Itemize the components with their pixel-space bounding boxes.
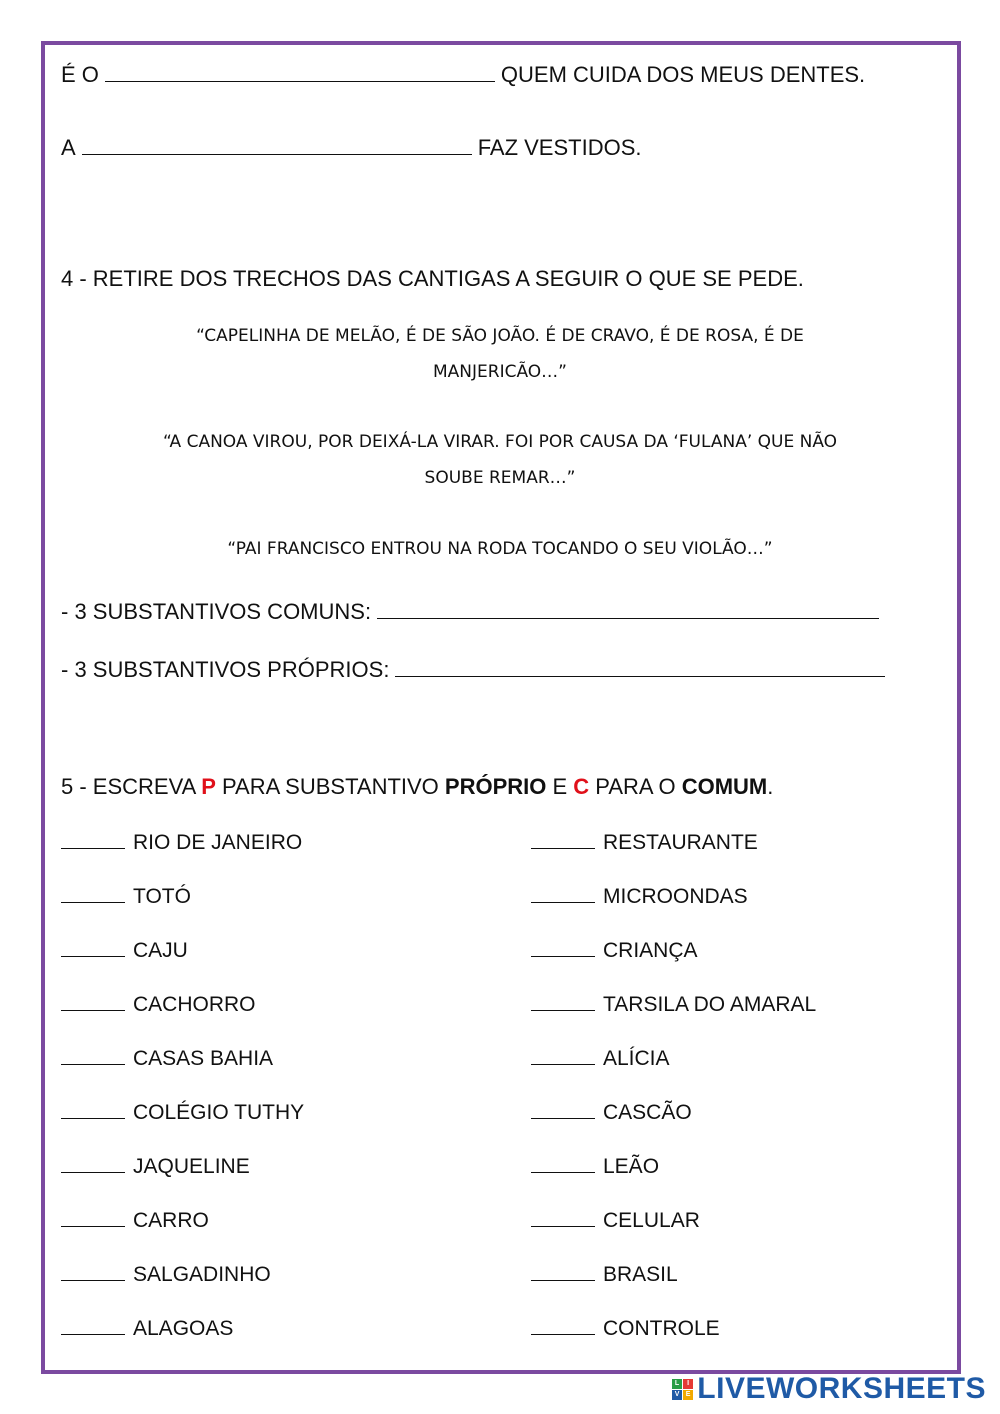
q5-letter-p: P [201,774,216,799]
answer-blank[interactable] [531,1171,595,1173]
item-label: CAJU [133,939,188,962]
answer-blank[interactable] [531,1117,595,1119]
answer-blank[interactable] [61,847,125,849]
list-item-right-9 [531,1263,678,1287]
logo-text: LIVEWORKSHEETS [697,1372,986,1405]
item-label: JAQUELINE [133,1155,250,1178]
item-label: RIO DE JANEIRO [133,831,303,854]
item-label: LEÃO [603,1155,660,1178]
sentence-dress [61,135,642,161]
logo-mark-letter: E [683,1390,693,1400]
list-item-right-1 [531,831,758,855]
item-label: TARSILA DO AMARAL [603,993,817,1016]
question-4-title: 4 - RETIRE DOS TRECHOS DAS CANTIGAS A SEGUIR O QUE SE PEDE. [61,266,804,291]
answer-blank[interactable] [531,1009,595,1011]
q5-text-3: E [546,774,574,799]
dentist-blank[interactable] [105,80,495,82]
sentence-dress-after: FAZ VESTIDOS. [477,135,642,160]
answer-blank[interactable] [531,1063,595,1065]
answer-blank[interactable] [531,1225,595,1227]
common-nouns-row [61,599,885,625]
answer-blank[interactable] [61,1063,125,1065]
list-item-left-2 [61,885,191,909]
answer-blank[interactable] [61,901,125,903]
q5-word-proprio: PRÓPRIO [444,774,547,799]
quote-capelinha-line1: “CAPELINHA DE MELÃO, É DE SÃO JOÃO. É DE CRAVO, É DE ROSA, É DE [196,326,804,346]
answer-blank[interactable] [531,1279,595,1281]
answer-blank[interactable] [61,955,125,957]
list-item-right-8 [531,1209,700,1233]
answer-blank[interactable] [61,1333,125,1335]
answer-blank[interactable] [531,955,595,957]
list-item-right-4 [531,993,816,1017]
list-item-left-6 [61,1101,304,1125]
list-item-left-5 [61,1047,273,1071]
item-label: CARRO [133,1209,209,1232]
quote-canoa-line1: “A CANOA VIROU, POR DEIXÁ-LA VIRAR. FOI POR CAUSA DA ‘FULANA’ QUE NÃO [162,432,838,452]
proper-nouns-label: - 3 SUBSTANTIVOS PRÓPRIOS: [61,657,390,682]
item-label: TOTÓ [133,885,191,908]
list-item-left-4 [61,993,256,1017]
item-label: CACHORRO [133,993,256,1016]
list-item-right-6 [531,1101,692,1125]
item-label: CONTROLE [603,1317,720,1340]
q5-text-1: 5 - ESCREVA [61,774,202,799]
item-label: BRASIL [603,1263,678,1286]
proper-nouns-blank[interactable] [395,675,885,677]
common-nouns-label: - 3 SUBSTANTIVOS COMUNS: [61,599,372,624]
logo-mark-letter: L [672,1379,682,1389]
item-label: CRIANÇA [603,939,698,962]
logo-mark-letter: V [672,1390,682,1400]
quote-capelinha-line2: MANJERICÃO…” [433,362,567,382]
common-nouns-blank[interactable] [377,617,879,619]
answer-blank[interactable] [61,1171,125,1173]
list-item-right-10 [531,1317,720,1341]
list-item-left-7 [61,1155,250,1179]
sentence-dentist-before: É O [61,62,99,87]
proper-nouns-row [61,657,891,683]
list-item-right-7 [531,1155,659,1179]
question-5-title [61,774,773,800]
answer-blank[interactable] [531,901,595,903]
list-item-left-9 [61,1263,271,1287]
q5-word-comum: COMUM [681,774,768,799]
item-label: RESTAURANTE [603,831,758,854]
list-item-right-3 [531,939,698,963]
item-label: CASAS BAHIA [133,1047,274,1070]
answer-blank[interactable] [61,1009,125,1011]
sentence-dress-before: A [61,135,76,160]
q5-text-5: . [767,774,774,799]
answer-blank[interactable] [531,1333,595,1335]
liveworksheets-logo[interactable] [672,1372,986,1406]
list-item-right-5 [531,1047,670,1071]
sentence-dentist [61,62,865,88]
q5-letter-c: C [573,774,590,799]
item-label: SALGADINHO [133,1263,271,1286]
item-label: CASCÃO [603,1101,692,1124]
item-label: CELULAR [603,1209,700,1232]
item-label: COLÉGIO TUTHY [133,1101,305,1124]
answer-blank[interactable] [61,1117,125,1119]
item-label: MICROONDAS [603,885,748,908]
sentence-dentist-after: QUEM CUIDA DOS MEUS DENTES. [500,62,866,87]
quote-canoa-line2: SOUBE REMAR…” [424,468,576,488]
quote-pai-francisco-line1: “PAI FRANCISCO ENTROU NA RODA TOCANDO O SEU VIOLÃO…” [227,539,773,559]
list-item-left-10 [61,1317,233,1341]
answer-blank[interactable] [61,1279,125,1281]
item-label: ALÍCIA [603,1047,670,1070]
item-label: ALAGOAS [133,1317,234,1340]
quote-canoa [80,424,920,496]
q5-text-4: PARA O [589,774,682,799]
list-item-right-2 [531,885,748,909]
logo-mark-icon [672,1379,693,1400]
q5-text-2: PARA SUBSTANTIVO [215,774,445,799]
quote-capelinha [80,318,920,390]
answer-blank[interactable] [61,1225,125,1227]
list-item-left-8 [61,1209,209,1233]
quote-pai-francisco [80,531,920,567]
logo-mark-letter: I [683,1379,693,1389]
list-item-left-3 [61,939,188,963]
list-item-left-1 [61,831,302,855]
dress-blank[interactable] [82,153,472,155]
answer-blank[interactable] [531,847,595,849]
